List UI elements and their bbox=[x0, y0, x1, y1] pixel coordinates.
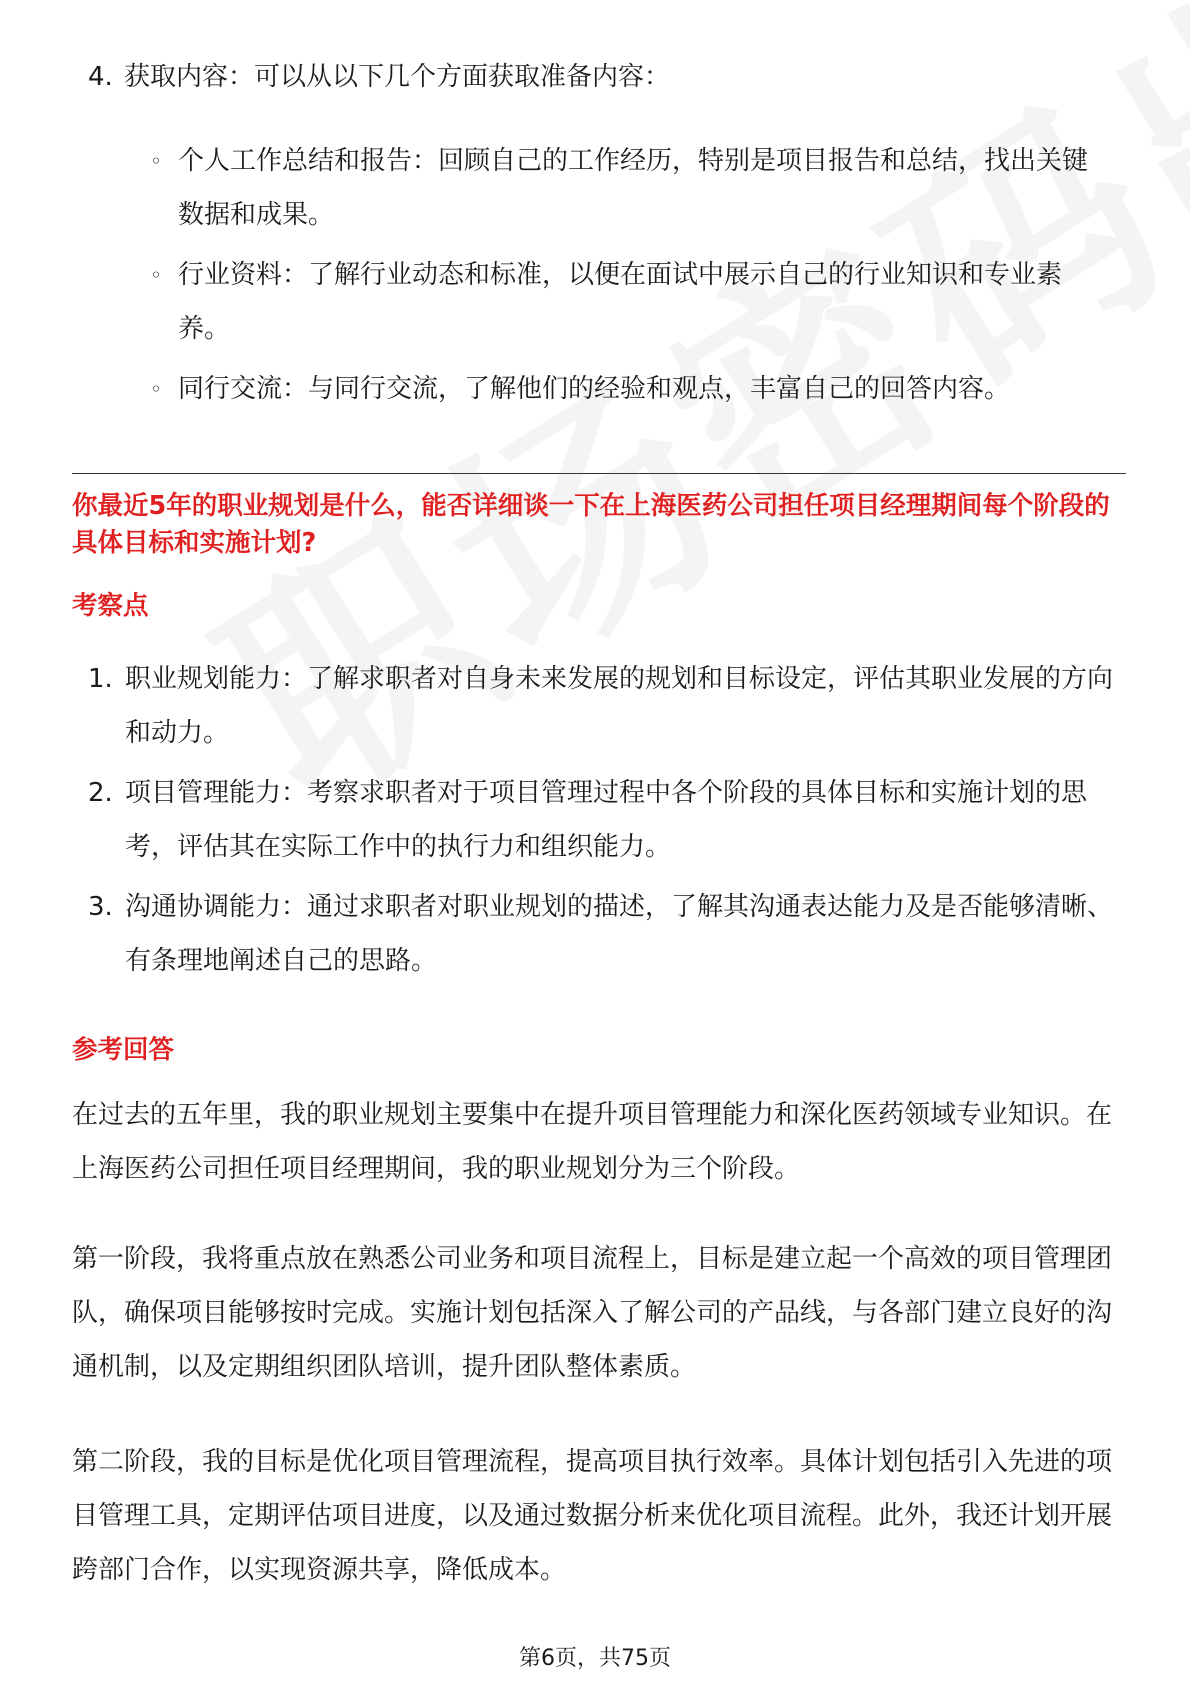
bullet-text: 个人工作总结和报告：回顾自己的工作经历，特别是项目报告和总结，找出关键数据和成果。 bbox=[178, 146, 1089, 230]
list-item-text: 项目管理能力：考察求职者对于项目管理过程中各个阶段的具体目标和实施计划的思考，评估其在实际工作中的执行力和组织能力。 bbox=[125, 778, 1088, 862]
list-item-text: 沟通协调能力：通过求职者对职业规划的描述，了解其沟通表达能力及是否能够清晰、有条理地阐述自己的思路。 bbox=[125, 892, 1114, 976]
list-item-text: 职业规划能力：了解求职者对自身未来发展的规划和目标设定，评估其职业发展的方向和动力。 bbox=[125, 664, 1114, 748]
question-title: 你最近5年的职业规划是什么，能否详细谈一下在上海医药公司担任项目经理期间每个阶段的具体目标和实施计划? bbox=[72, 491, 1110, 558]
list-item bbox=[88, 880, 1118, 988]
bullet-list bbox=[150, 134, 1110, 422]
section-heading-examination-points: 考察点 bbox=[72, 591, 149, 621]
bullet-item bbox=[150, 248, 1110, 356]
section-divider bbox=[72, 473, 1126, 474]
bullet-marker: ◦ bbox=[150, 377, 162, 401]
answer-paragraph: 第一阶段，我将重点放在熟悉公司业务和项目流程上，目标是建立起一个高效的项目管理团队，确保项目能够按时完成。实施计划包括深入了解公司的产品线，与各部门建立良好的沟通机制，以及定期组织团队培训，提升团队整体素质。 bbox=[72, 1244, 1113, 1382]
bullet-item bbox=[150, 134, 1110, 242]
list-item bbox=[88, 766, 1118, 874]
bullet-item bbox=[150, 362, 1110, 416]
list-number: 4. bbox=[88, 62, 113, 92]
bullet-text: 行业资料：了解行业动态和标准，以便在面试中展示自己的行业知识和专业素养。 bbox=[178, 260, 1063, 344]
bullet-marker: ◦ bbox=[150, 149, 162, 173]
list-number: 2. bbox=[88, 778, 113, 808]
list-item bbox=[88, 652, 1118, 760]
section-heading-reference-answer: 参考回答 bbox=[72, 1035, 175, 1065]
answer-paragraph: 在过去的五年里，我的职业规划主要集中在提升项目管理能力和深化医药领域专业知识。在上海医药公司担任项目经理期间，我的职业规划分为三个阶段。 bbox=[72, 1100, 1113, 1184]
list-number: 3. bbox=[88, 892, 113, 922]
page-number-footer: 第6页，共75页 bbox=[519, 1646, 671, 1671]
list-item-text: 获取内容：可以从以下几个方面获取准备内容： bbox=[124, 62, 671, 92]
list-number: 1. bbox=[88, 664, 113, 694]
bullet-text: 同行交流：与同行交流，了解他们的经验和观点，丰富自己的回答内容。 bbox=[178, 374, 1011, 404]
answer-paragraph: 第二阶段，我的目标是优化项目管理流程，提高项目执行效率。具体计划包括引入先进的项目管理工具，定期评估项目进度，以及通过数据分析来优化项目流程。此外，我还计划开展跨部门合作，以实现资源共享，降低成本。 bbox=[72, 1447, 1113, 1585]
bullet-marker: ◦ bbox=[150, 263, 162, 287]
list-item-4 bbox=[88, 50, 1108, 104]
examination-points-list bbox=[88, 652, 1118, 994]
